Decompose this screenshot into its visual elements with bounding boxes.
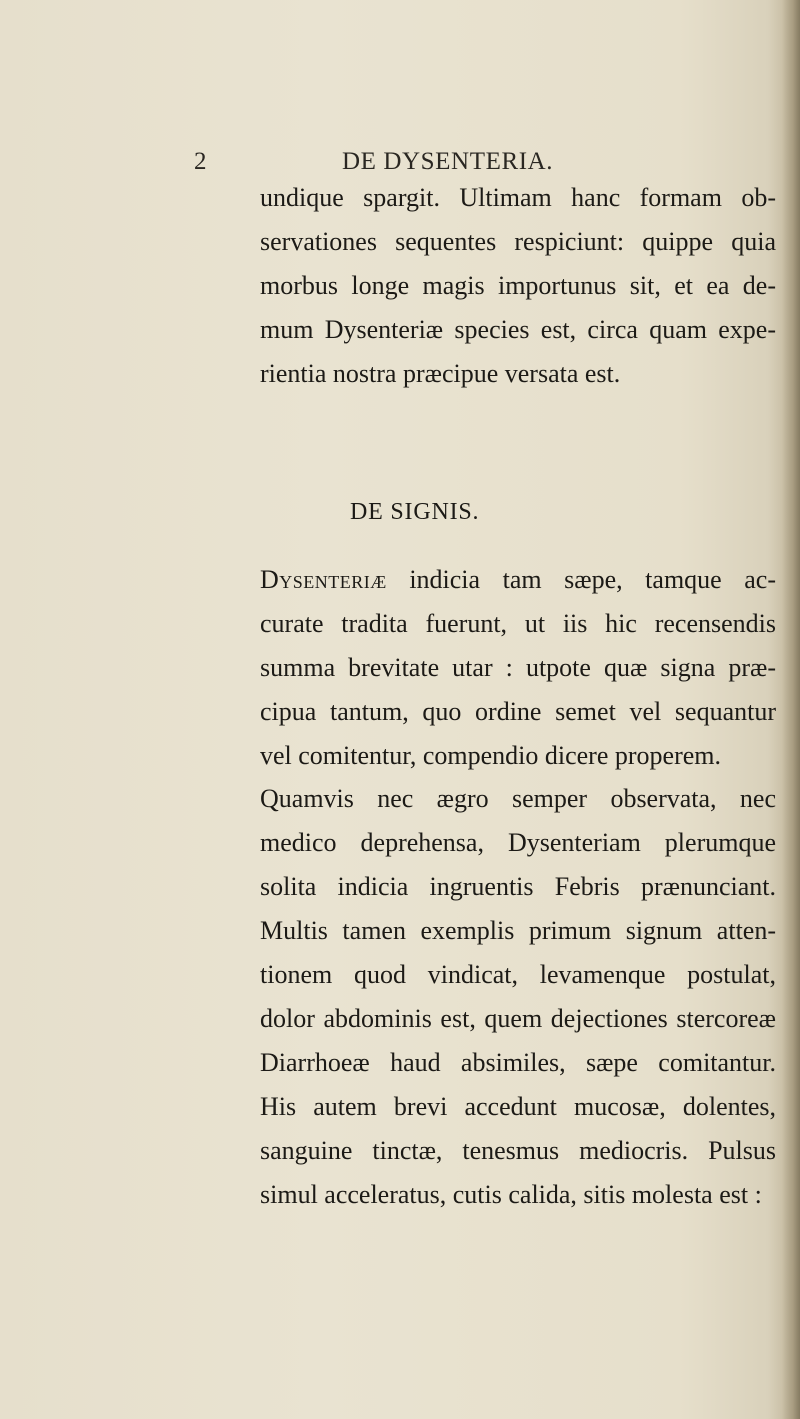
page-edge-shadow	[782, 0, 800, 1419]
text-line: morbus longe magis importunus sit, et ea de-	[260, 271, 776, 300]
text-line: servationes sequentes respiciunt: quippe quia	[260, 227, 776, 256]
text-line: vel comitentur, compendio dicere properem.	[260, 741, 722, 770]
text-line: medico deprehensa, Dysenteriam plerumque	[260, 828, 776, 857]
text-line: solita indicia ingruentis Febris prænunciant.	[260, 872, 776, 901]
text-line-first	[260, 558, 776, 602]
text-line: Quamvis nec ægro semper observata, nec	[260, 784, 776, 813]
text-line: curate tradita fuerunt, ut iis hic recensendis	[260, 609, 776, 638]
text-line: simul acceleratus, cutis calida, sitis molesta est :	[260, 1180, 762, 1209]
page-number: 2	[194, 148, 207, 175]
first-line-rest: indicia tam sæpe, tamque ac-	[386, 565, 776, 594]
text-line: Multis tamen exemplis primum signum atten-	[260, 916, 776, 945]
paragraph-intro	[260, 176, 776, 396]
text-line: mum Dysenteriæ species est, circa quam expe-	[260, 315, 776, 344]
text-line: cipua tantum, quo ordine semet vel sequantur	[260, 697, 776, 726]
paragraph-symptoms	[260, 777, 776, 1217]
text-line: rientia nostra præcipue versata est.	[260, 359, 621, 388]
text-line: summa brevitate utar : utpote quæ signa præ-	[260, 653, 776, 682]
section-heading: DE SIGNIS.	[350, 499, 480, 525]
paragraph-signs	[260, 558, 776, 778]
running-head: DE DYSENTERIA.	[342, 148, 554, 175]
text-line: dolor abdominis est, quem dejectiones stercoreæ	[260, 1004, 776, 1033]
text-line: Diarrhoeæ haud absimiles, sæpe comitantur.	[260, 1048, 776, 1077]
text-line: His autem brevi accedunt mucosæ, dolentes,	[260, 1092, 776, 1121]
text-line: sanguine tinctæ, tenesmus mediocris. Pulsus	[260, 1136, 776, 1165]
initial-word: Dysenteriæ	[260, 565, 387, 594]
text-line: tionem quod vindicat, levamenque postulat,	[260, 960, 776, 989]
text-line: undique spargit. Ultimam hanc formam ob-	[260, 183, 776, 212]
